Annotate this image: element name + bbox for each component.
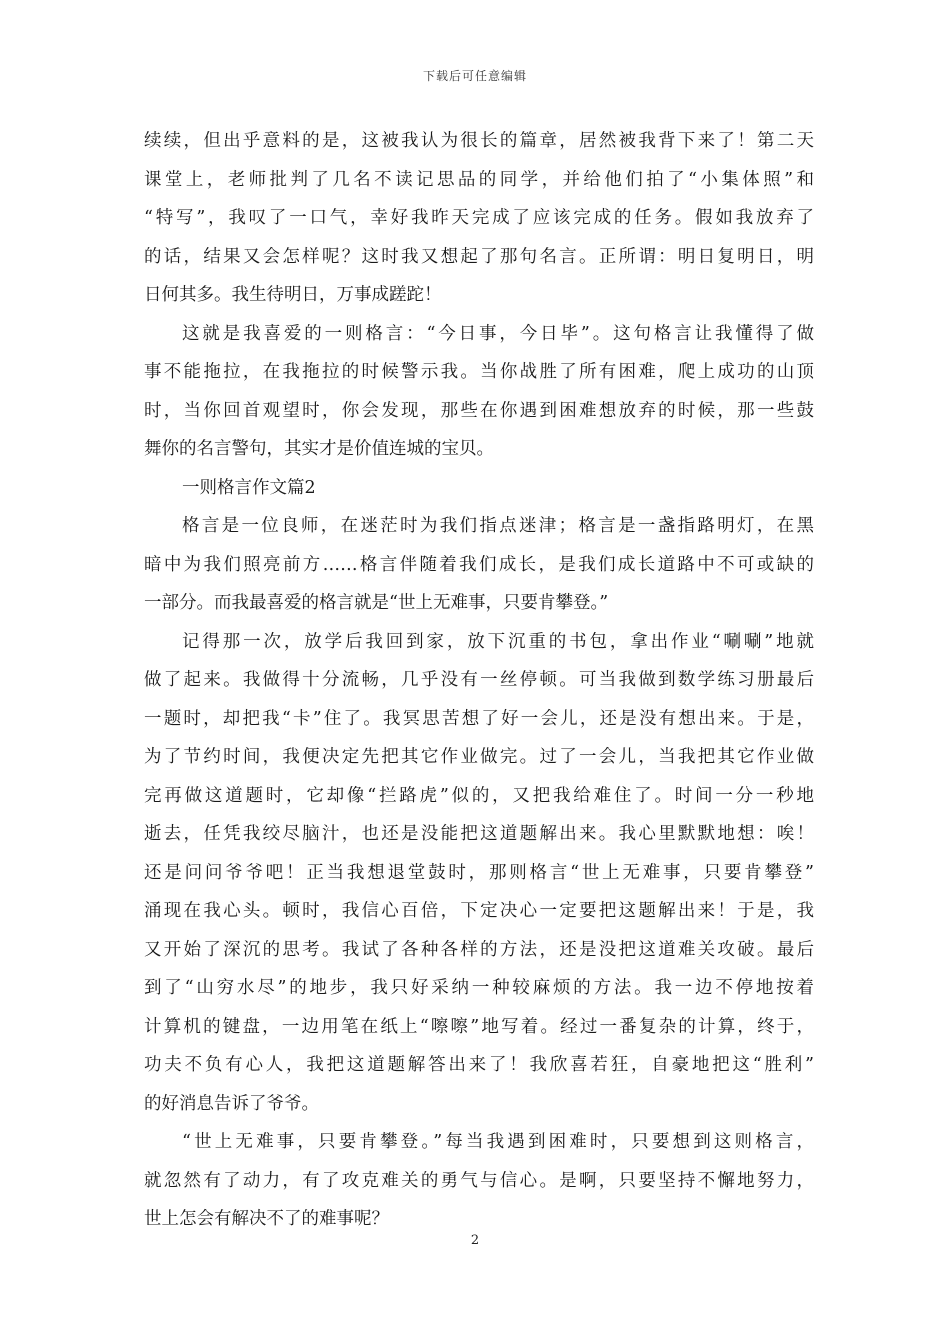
text-line: 事不能拖拉，在我拖拉的时候警示我。当你战胜了所有困难，爬上成功的山顶 [144, 362, 814, 382]
text-line: 这就是我喜爱的一则格言：“今日事，今日毕”。这句格言让我懂得了做 [182, 323, 814, 344]
text-line: 做了起来。我做得十分流畅，几乎没有一丝停顿。可当我做到数学练习册最后 [144, 670, 814, 690]
text-line: 舞你的名言警句，其实才是价值连城的宝贝。 [144, 439, 494, 459]
text-line: 课堂上，老师批判了几名不读记思品的同学，并给他们拍了“小集体照”和 [144, 169, 814, 190]
text-line: 格言是一位良师，在迷茫时为我们指点迷津；格言是一盏指路明灯，在黑 [182, 516, 814, 536]
text-line: 一部分。而我最喜爱的格言就是“世上无难事，只要肯攀登。” [144, 593, 609, 613]
text-line: 记得那一次，放学后我回到家，放下沉重的书包，拿出作业“唰唰”地就 [182, 631, 814, 652]
text-line: 还是问问爷爷吧！正当我想退堂鼓时，那则格言“世上无难事，只要肯攀登” [144, 862, 814, 883]
text-line: “世上无难事，只要肯攀登。”每当我遇到困难时，只要想到这则格言， [182, 1132, 814, 1152]
page-number: 2 [470, 1233, 480, 1248]
text-line: 日何其多。我生待明日，万事成蹉跎！ [144, 285, 442, 305]
text-line: 就忽然有了动力，有了攻克难关的勇气与信心。是啊，只要坚持不懈地努力， [144, 1170, 814, 1191]
text-line: 计算机的键盘，一边用笔在纸上“嚓嚓”地写着。经过一番复杂的计算，终于， [144, 1016, 814, 1037]
text-line: 世上怎会有解决不了的难事呢？ [144, 1209, 389, 1229]
text-line: 逝去，任凭我绞尽脑汁，也还是没能把这道题解出来。我心里默默地想：唉！ [144, 824, 814, 844]
section-heading: 一则格言作文篇2 [182, 477, 316, 498]
text-line: 的话，结果又会怎样呢？这时我又想起了那句名言。正所谓：明日复明日，明 [144, 246, 814, 267]
text-line: 为了节约时间，我便决定先把其它作业做完。过了一会儿，当我把其它作业做 [144, 747, 814, 767]
text-line: 的好消息告诉了爷爷。 [144, 1093, 319, 1114]
text-line: 续续，但出乎意料的是，这被我认为很长的篇章，居然被我背下来了！第二天 [144, 131, 814, 151]
text-line: 时，当你回首观望时，你会发现，那些在你遇到困难想放弃的时候，那一些鼓 [144, 400, 814, 421]
text-line: “特写”，我叹了一口气，幸好我昨天完成了应该完成的任务。假如我放弃了 [144, 208, 814, 228]
page-header: 下载后可任意编辑 [422, 69, 527, 83]
text-line: 功夫不负有心人，我把这道题解答出来了！我欣喜若狂，自豪地把这“胜利” [144, 1055, 814, 1075]
text-line: 又开始了深沉的思考。我试了各种各样的方法，还是没把这道难关攻破。最后 [144, 939, 814, 960]
text-line: 涌现在我心头。顿时，我信心百倍，下定决心一定要把这题解出来！于是，我 [144, 901, 814, 921]
text-line: 完再做这道题时，它却像“拦路虎”似的，又把我给难住了。时间一分一秒地 [144, 785, 814, 806]
text-line: 暗中为我们照亮前方……格言伴随着我们成长，是我们成长道路中不可或缺的 [144, 554, 814, 575]
text-line: 到了“山穷水尽”的地步，我只好采纳一种较麻烦的方法。我一边不停地按着 [144, 978, 814, 998]
document-body [144, 122, 814, 1239]
text-line: 一题时，却把我“卡”住了。我冥思苦想了好一会儿，还是没有想出来。于是， [144, 708, 814, 729]
